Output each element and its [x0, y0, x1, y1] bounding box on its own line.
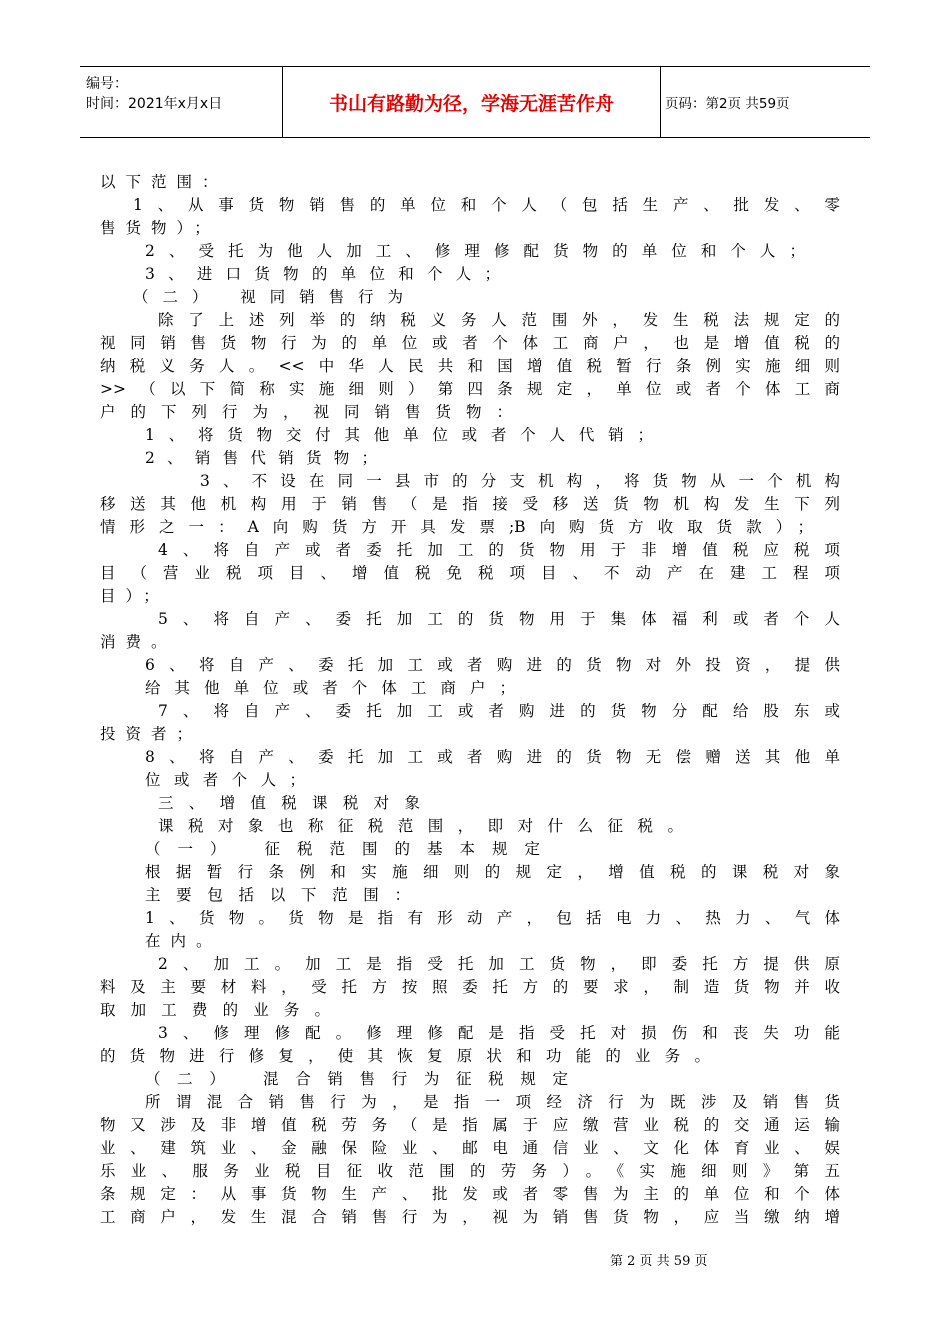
section-heading: （二） 混合销售行为征税规定 — [145, 1070, 568, 1088]
header-info-cell — [80, 67, 283, 137]
document-time-label: 时间：2021年x月x日 — [86, 96, 223, 112]
text-line: 情形之一：A向购货方开具发票;B向购货方收取货款）； — [100, 518, 813, 536]
page-number-info: 页码：第2页 共59页 — [665, 96, 790, 112]
text-line: 2、销售代销货物； — [145, 449, 377, 467]
section-heading: 三、增值税课税对象 — [158, 794, 420, 812]
section-heading: （二） 视同销售行为 — [133, 288, 403, 306]
text-line: 根据暂行条例和实施细则的规定，增值税的课税对象 — [145, 863, 840, 881]
text-line: 户的下列行为，视同销售货物： — [100, 403, 512, 421]
page-header — [80, 66, 870, 138]
text-line: 3、不设在同一县市的分支机构，将货物从一个机构 — [200, 472, 840, 490]
header-motto-cell — [283, 67, 661, 137]
text-line: 目（营业税项目、增值税免税项目、不动产在建工程项 — [100, 564, 840, 582]
text-line: 的货物进行修复，使其恢复原状和功能的业务。 — [100, 1047, 710, 1065]
text-line: 6、将自产、委托加工或者购进的货物对外投资，提供 — [145, 656, 840, 674]
text-line: 课税对象也称征税范围，即对什么征税。 — [158, 817, 683, 835]
text-line: 取加工费的业务。 — [100, 1001, 330, 1019]
text-line: 业、建筑业、金融保险业、邮电通信业、文化体育业、娱 — [100, 1139, 840, 1157]
text-line: 纳税义务人。<<中华人民共和国增值税暂行条例实施细则 — [100, 357, 840, 375]
header-page-cell — [661, 67, 870, 137]
text-line: 5、将自产、委托加工的货物用于集体福利或者个人 — [158, 610, 840, 628]
text-line: >>（以下简称实施细则）第四条规定，单位或者个体工商 — [100, 380, 840, 398]
text-line: 位或者个人； — [145, 771, 305, 789]
text-line: 1、将货物交付其他单位或者个人代销； — [145, 426, 653, 444]
text-line: 2、加工。加工是指受托加工货物，即委托方提供原 — [158, 955, 840, 973]
text-line: 物又涉及非增值税劳务（是指属于应缴营业税的交通运输 — [100, 1116, 840, 1134]
text-line: 移送其他机构用于销售（是指接受移送货物机构发生下列 — [100, 495, 840, 513]
text-line: 4、将自产或者委托加工的货物用于非增值税应税项 — [158, 541, 840, 559]
text-line: 料及主要材料，受托方按照委托方的要求，制造货物并收 — [100, 978, 840, 996]
text-line: 3、进口货物的单位和个人； — [145, 265, 500, 283]
text-line: 7、将自产、委托加工或者购进的货物分配给股东或 — [158, 702, 840, 720]
text-line: 除了上述列举的纳税义务人范围外，发生税法规定的 — [158, 311, 840, 329]
text-line: 8、将自产、委托加工或者购进的货物无偿赠送其他单 — [145, 748, 840, 766]
text-line: 乐业、服务业税目征收范围的劳务）。《实施细则》第五 — [100, 1162, 840, 1180]
text-line: 给其他单位或者个体工商户； — [145, 679, 515, 697]
text-line: 目）； — [100, 587, 169, 605]
text-line: 视同销售货物行为的单位或者个体工商户，也是增值税的 — [100, 334, 840, 352]
text-line: 在内。 — [145, 932, 222, 950]
motto-text: 书山有路勤为径，学海无涯苦作舟 — [328, 92, 614, 115]
section-heading: （一） 征税范围的基本规定 — [145, 840, 540, 858]
text-line: 消费。 — [100, 633, 177, 651]
text-line: 主要包括以下范围： — [145, 886, 410, 904]
text-line: 以下范围： — [100, 173, 228, 191]
document-number-label: 编号： — [86, 76, 128, 92]
text-line: 1、货物。货物是指有形动产，包括电力、热力、气体 — [145, 909, 840, 927]
text-line: 售货物）； — [100, 219, 220, 237]
text-line: 工商户，发生混合销售行为，视为销售货物，应当缴纳增 — [100, 1208, 840, 1226]
text-line: 条规定：从事货物生产、批发或者零售为主的单位和个体 — [100, 1185, 840, 1203]
page-footer: 第 2 页 共 59 页 — [610, 1254, 708, 1269]
text-line: 所谓混合销售行为，是指一项经济行为既涉及销售货 — [145, 1093, 840, 1111]
text-line: 2、受托为他人加工、修理修配货物的单位和个人； — [145, 242, 805, 260]
text-line: 3、修理修配。修理修配是指受托对损伤和丧失功能 — [158, 1024, 840, 1042]
text-line: 投资者； — [100, 725, 203, 743]
text-line: 1、从事货物销售的单位和个人（包括生产、批发、零 — [133, 196, 840, 214]
